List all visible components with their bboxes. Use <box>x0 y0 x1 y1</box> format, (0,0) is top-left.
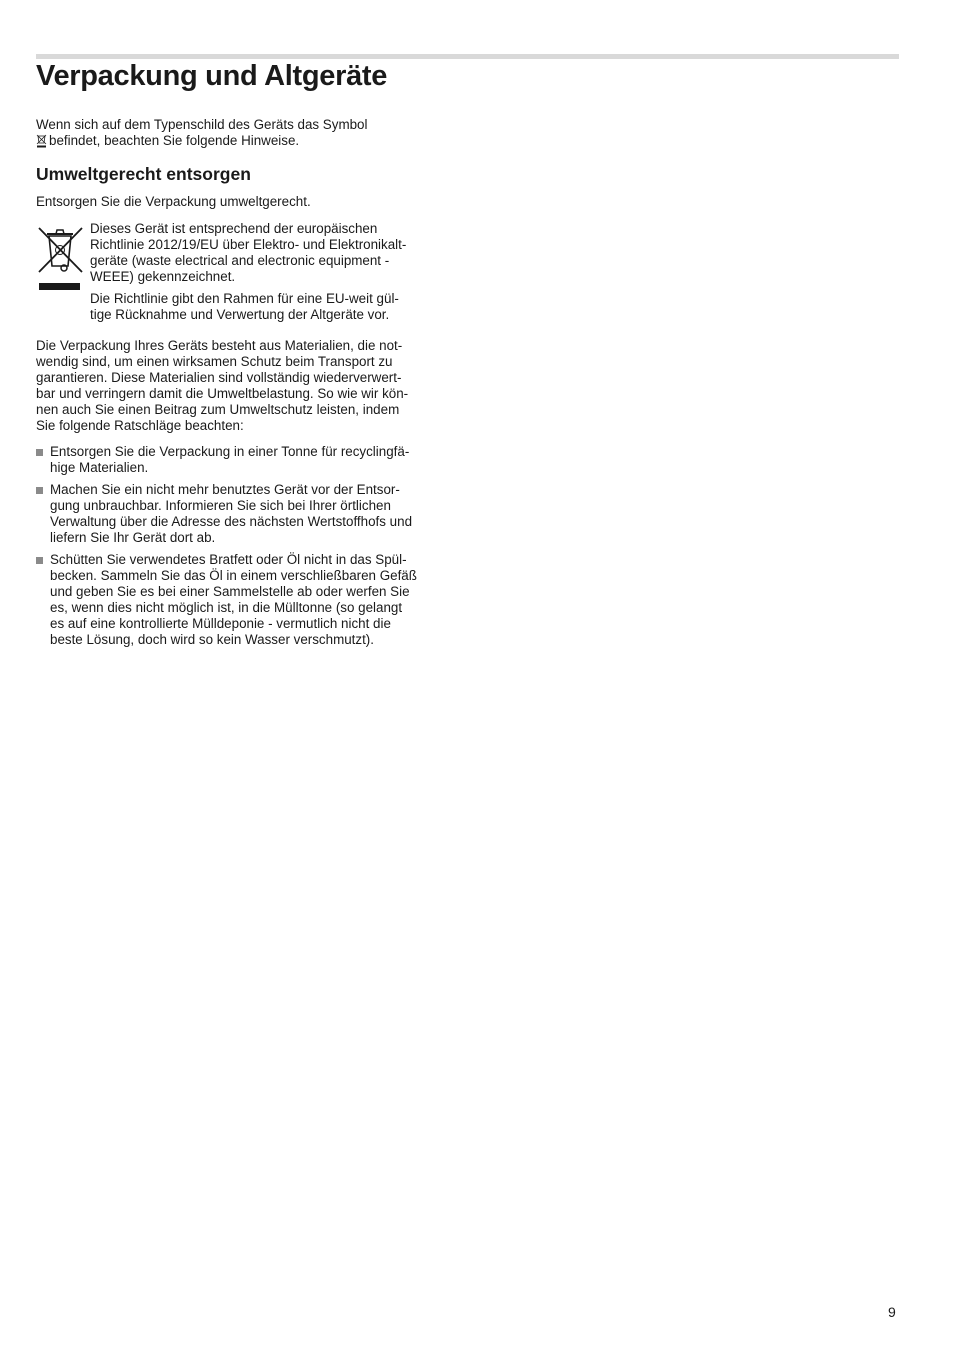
list-item-line: es auf eine kontrollierte Mülldeponie - vermutlich nicht die <box>50 616 391 631</box>
list-item-line: liefern Sie Ihr Gerät dort ab. <box>50 530 216 545</box>
body-line: Die Verpackung Ihres Geräts besteht aus Materialien, die not- <box>36 338 403 353</box>
list-item-line: und geben Sie es bei einer Sammelstelle ab oder werfen Sie <box>50 584 410 599</box>
weee-line: tige Rücknahme und Verwertung der Altgeräte vor. <box>90 307 390 322</box>
body-line: Sie folgende Ratschläge beachten: <box>36 418 244 433</box>
weee-line: geräte (waste electrical and electronic equipment - <box>90 253 390 268</box>
weee-bin-icon <box>36 224 84 294</box>
body-line: nen auch Sie einen Beitrag zum Umweltschutz leisten, indem <box>36 402 400 417</box>
header-rule <box>36 54 899 59</box>
weee-line: Dieses Gerät ist entsprechend der europäischen <box>90 221 378 236</box>
packaging-paragraph <box>36 338 461 434</box>
intro-line-2 <box>36 133 456 149</box>
square-bullet-icon <box>36 557 43 564</box>
list-item <box>36 482 461 546</box>
weee-notice <box>90 221 460 323</box>
intro-paragraph <box>36 117 456 149</box>
list-item-line: es, wenn dies nicht möglich ist, in die Mülltonne (so gelangt <box>50 600 403 615</box>
list-item-line: Verwaltung über die Adresse des nächsten Wertstoffhofs und <box>50 514 413 529</box>
list-item <box>36 552 461 648</box>
weee-inline-icon <box>36 134 47 148</box>
weee-paragraph-2 <box>90 291 460 323</box>
weee-line: Richtlinie 2012/19/EU über Elektro- und Elektronikalt- <box>90 237 407 252</box>
square-bullet-icon <box>36 449 43 456</box>
list-item-line: hige Materialien. <box>50 460 149 475</box>
list-item-line: gung unbrauchbar. Informieren Sie sich bei Ihrer örtlichen <box>50 498 391 513</box>
advice-list <box>36 444 461 654</box>
intro-line-1: Wenn sich auf dem Typenschild des Geräts das Symbol <box>36 117 368 132</box>
list-item-line: beste Lösung, doch wird so kein Wasser verschmutzt). <box>50 632 374 647</box>
page-title: Verpackung und Altgeräte <box>36 60 388 92</box>
list-item-line: Machen Sie ein nicht mehr benutztes Gerät vor der Entsor- <box>50 482 400 497</box>
list-item-line: becken. Sammeln Sie das Öl in einem verschließbaren Gefäß <box>50 568 417 583</box>
weee-line: WEEE) gekennzeichnet. <box>90 269 236 284</box>
weee-paragraph-1 <box>90 221 460 285</box>
square-bullet-icon <box>36 487 43 494</box>
body-line: garantieren. Diese Materialien sind vollständig wiederverwert- <box>36 370 402 385</box>
section-heading: Umweltgerecht entsorgen <box>36 164 251 184</box>
body-line: bar und verringern damit die Umweltbelastung. So wie wir kön- <box>36 386 409 401</box>
list-item-line: Schütten Sie verwendetes Bratfett oder Öl nicht in das Spül- <box>50 552 407 567</box>
list-item <box>36 444 461 476</box>
body-line: wendig sind, um einen wirksamen Schutz beim Transport zu <box>36 354 393 369</box>
intro-line-2-text: befindet, beachten Sie folgende Hinweise. <box>49 133 300 148</box>
page-number: 9 <box>888 1304 896 1320</box>
list-item-line: Entsorgen Sie die Verpackung in einer Tonne für recyclingfä- <box>50 444 410 459</box>
weee-line: Die Richtlinie gibt den Rahmen für eine EU-weit gül- <box>90 291 399 306</box>
disposal-sentence: Entsorgen Sie die Verpackung umweltgerecht. <box>36 194 311 209</box>
